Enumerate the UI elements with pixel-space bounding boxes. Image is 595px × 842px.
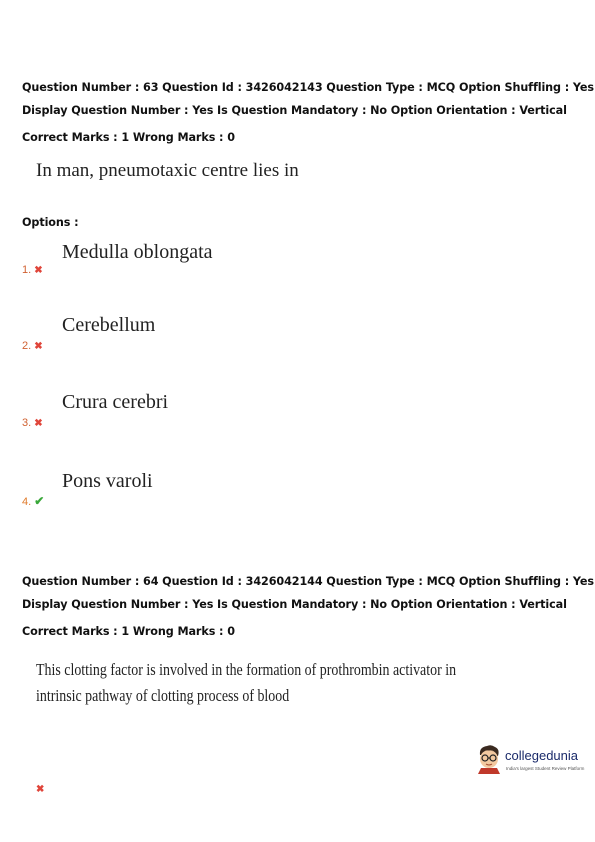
option-number-row <box>22 783 44 795</box>
option-number: 4. <box>22 496 32 508</box>
mascot-icon <box>476 744 502 774</box>
logo-name: collegedunia <box>505 748 579 763</box>
question-text <box>36 657 462 709</box>
option-number-row <box>22 264 43 276</box>
option-text: Pons varoli <box>62 470 153 492</box>
check-icon: ✔ <box>34 494 45 508</box>
cross-icon: ✖ <box>34 265 43 276</box>
collegedunia-logo <box>476 742 588 782</box>
question-marks-line: Correct Marks : 1 Wrong Marks : 0 <box>22 625 235 638</box>
option-text: Medulla oblongata <box>62 241 213 263</box>
cross-icon: ✖ <box>36 784 45 795</box>
option-number-row <box>22 340 43 352</box>
logo-tagline: India's largest Student Review Platform <box>506 766 585 771</box>
option-text: Cerebellum <box>62 314 156 336</box>
option-number-row <box>22 494 44 508</box>
question-meta-line: Display Question Number : Yes Is Question Mandatory : No Option Orientation : Vertical <box>22 598 567 611</box>
question-meta-line: Question Number : 64 Question Id : 3426042144 Question Type : MCQ Option Shuffling : Yes <box>22 575 594 588</box>
question-meta-line: Question Number : 63 Question Id : 3426042143 Question Type : MCQ Option Shuffling : Yes <box>22 81 594 94</box>
question-meta-line: Display Question Number : Yes Is Question Mandatory : No Option Orientation : Vertical <box>22 104 567 117</box>
question-text-line: intrinsic pathway of clotting process of blood <box>36 686 290 705</box>
option-text: Crura cerebri <box>62 391 169 413</box>
option-number: 2. <box>22 340 32 352</box>
options-label: Options : <box>22 216 79 229</box>
option-number: 1. <box>22 264 32 276</box>
question-text-line: This clotting factor is involved in the formation of prothrombin activator in <box>36 660 457 679</box>
question-marks-line: Correct Marks : 1 Wrong Marks : 0 <box>22 131 235 144</box>
cross-icon: ✖ <box>34 418 43 429</box>
option-number: 3. <box>22 417 32 429</box>
option-number-row <box>22 417 43 429</box>
cross-icon: ✖ <box>34 341 43 352</box>
question-text: In man, pneumotaxic centre lies in <box>36 160 299 181</box>
